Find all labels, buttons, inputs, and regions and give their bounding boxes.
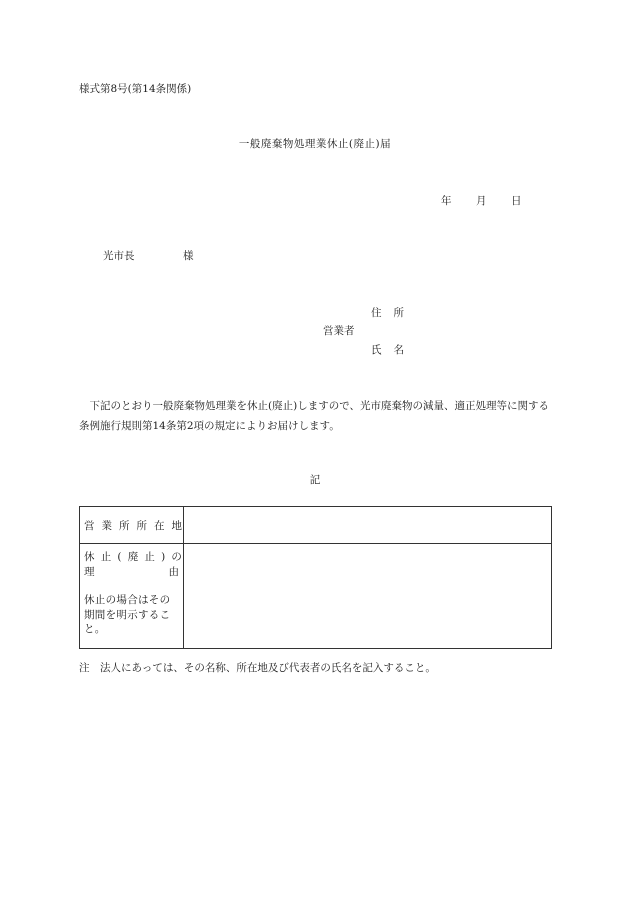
table-row-reason	[80, 544, 552, 649]
addressee-name: 光市長	[103, 250, 135, 262]
form-number: 様式第8号(第14条関係)	[79, 83, 192, 95]
reason-label-right: 由	[168, 566, 179, 578]
reason-label-line2	[84, 565, 179, 580]
suspension-period-note: 休止の場合はその期間を明示すること。	[84, 594, 171, 635]
reason-label-line1: 休止(廃止)の	[84, 551, 189, 563]
office-location-label: 営業所所在地	[84, 520, 189, 532]
office-location-field[interactable]	[184, 507, 552, 544]
date-month-label: 月	[476, 195, 487, 207]
date-day-label: 日	[511, 195, 522, 207]
document-title: 一般廃棄物処理業休止(廃止)届	[238, 138, 392, 150]
ki-heading: 記	[309, 474, 321, 486]
body-text: 下記のとおり一般廃棄物処理業を休止(廃止)しますので、光市廃棄物の減量、適正処理等に関する条例施行規則第14条第2項の規定によりお届けします。	[79, 400, 549, 432]
footnote: 注 法人にあっては、その名称、所在地及び代表者の氏名を記入すること。	[79, 662, 436, 674]
body-paragraph	[79, 397, 551, 436]
applicant-address-label: 住所	[371, 307, 416, 319]
reason-label-cell	[80, 544, 189, 649]
addressee-honorific: 様	[183, 250, 194, 262]
form-table	[79, 506, 552, 649]
office-location-label-cell	[80, 507, 189, 544]
table-row-office-location	[80, 507, 552, 544]
applicant-name-label: 氏名	[371, 344, 416, 356]
reason-label-left: 理	[84, 566, 95, 578]
applicant-operator-label: 営業者	[323, 325, 355, 337]
date-year-label: 年	[441, 195, 452, 207]
reason-field[interactable]	[184, 544, 552, 649]
reason-label-block	[80, 544, 189, 637]
